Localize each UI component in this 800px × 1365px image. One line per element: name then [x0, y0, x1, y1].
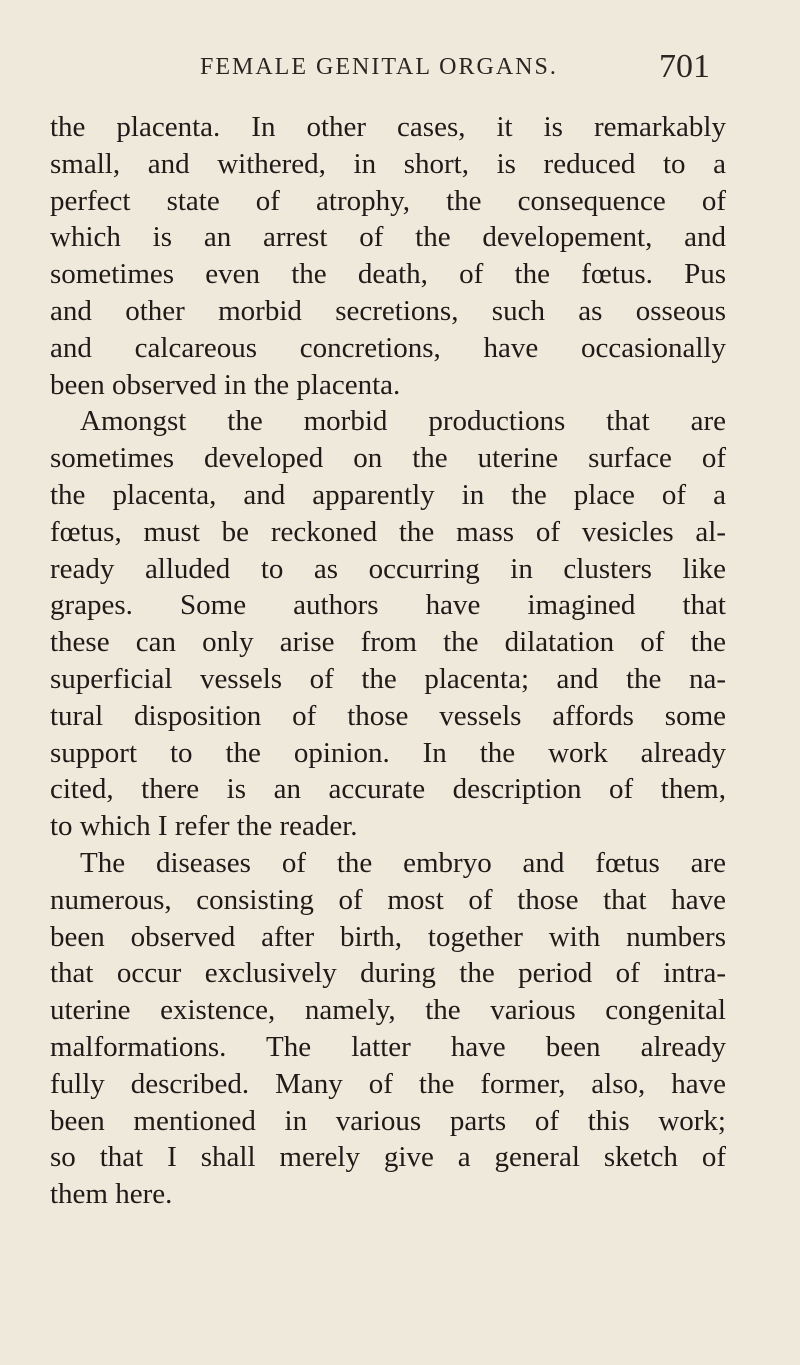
text-line: been observed in the placenta. — [50, 368, 401, 401]
text-line: small, and withered, in short, is reduced to a — [50, 147, 726, 180]
text-line: to which I refer the reader. — [50, 810, 358, 843]
text-line: malformations. The latter have been already — [50, 1030, 726, 1063]
text-line: so that I shall merely give a general sketch of — [50, 1141, 726, 1174]
text-line: been mentioned in various parts of this work; — [50, 1104, 726, 1137]
paragraph — [50, 109, 726, 403]
text-line: uterine existence, namely, the various congenital — [50, 994, 726, 1027]
text-line: grapes. Some authors have imagined that — [50, 589, 726, 622]
text-line: perfect state of atrophy, the consequence of — [50, 184, 726, 217]
text-line: been observed after birth, together with numbers — [50, 920, 726, 953]
text-line: which is an arrest of the developement, and — [50, 221, 726, 254]
text-line: The diseases of the embryo and fœtus are — [80, 846, 726, 879]
text-line: the placenta. In other cases, it is remarkably — [50, 111, 726, 143]
text-line: cited, there is an accurate description of them, — [50, 773, 726, 806]
running-head — [200, 48, 710, 88]
text-line: these can only arise from the dilatation of the — [50, 626, 726, 659]
text-line: support to the opinion. In the work already — [50, 736, 726, 769]
text-line: them here. — [50, 1178, 173, 1211]
text-line: the placenta, and apparently in the place of a — [50, 478, 726, 511]
text-line: and other morbid secretions, such as osseous — [50, 294, 726, 327]
text-line: ready alluded to as occurring in clusters like — [50, 552, 726, 585]
text-line: fully described. Many of the former, also, have — [50, 1067, 726, 1100]
text-line: numerous, consisting of most of those that have — [50, 883, 726, 916]
paragraph — [50, 403, 726, 845]
text-line: that occur exclusively during the period of intra- — [50, 957, 726, 990]
text-line: sometimes developed on the uterine surface of — [50, 442, 726, 475]
text-line: superficial vessels of the placenta; and the na- — [50, 662, 726, 695]
text-line: and calcareous concretions, have occasionally — [50, 331, 726, 364]
text-line: tural disposition of those vessels affords some — [50, 699, 726, 732]
body-text — [50, 109, 726, 1213]
text-line: Amongst the morbid productions that are — [80, 405, 726, 438]
running-title: FEMALE GENITAL ORGANS. — [200, 54, 558, 80]
text-line: fœtus, must be reckoned the mass of vesicles al- — [50, 515, 726, 548]
paragraph — [50, 845, 726, 1213]
text-line: sometimes even the death, of the fœtus. Pus — [50, 258, 726, 291]
page-number: 701 — [659, 48, 710, 85]
